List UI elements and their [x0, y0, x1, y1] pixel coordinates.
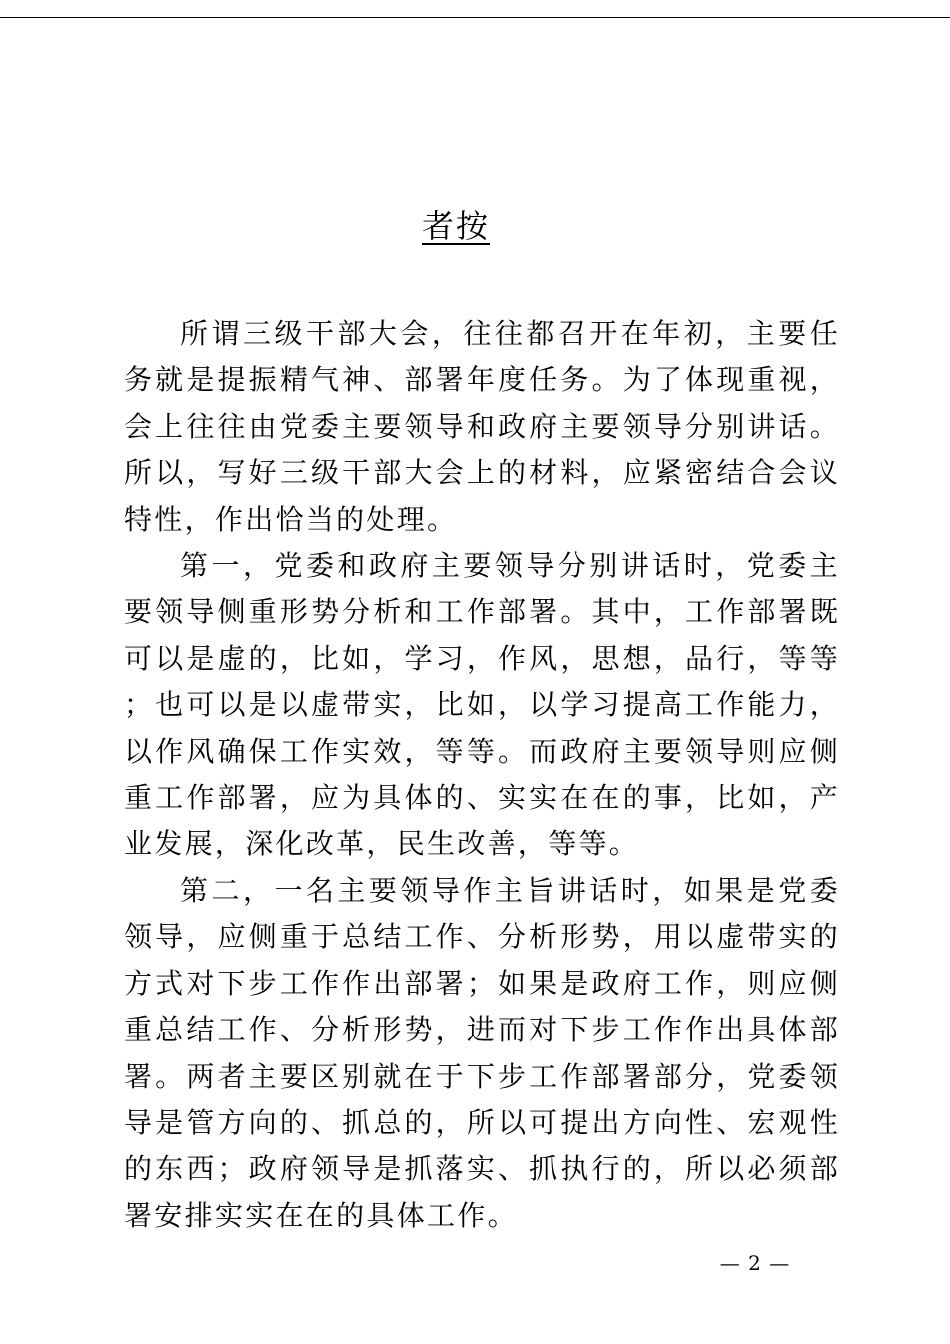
page-number: — 2 — — [719, 1251, 791, 1275]
paragraph-intro: 所谓三级干部大会，往往都召开在年初，主要任务就是提振精气神、部署年度任务。为了体现重视，会上往往由党委主要领导和政府主要领导分别讲话。所以，写好三级干部大会上的材料，应紧密结合会议特性，作出恰当的处理。 — [124, 317, 840, 536]
paragraph-second-point: 第二，一名主要领导作主旨讲话时，如果是党委领导，应侧重于总结工作、分析形势，用以虚带实的方式对下步工作作出部署；如果是政府工作，则应侧重总结工作、分析形势，进而对下步工作作出具体部署。两者主要区别就在于下步工作部署部分，党委领导是管方向的、抓总的，所以可提出方向性、宏观性的东西；政府领导是抓落实、抓执行的，所以必须部署安排实实在在的具体工作。 — [124, 873, 840, 1232]
document-title — [0, 204, 912, 248]
document-title-text: 者按 — [421, 207, 490, 245]
document-body — [124, 311, 840, 1239]
paragraph-first-point: 第一，党委和政府主要领导分别讲话时，党委主要领导侧重形势分析和工作部署。其中，工作部署既可以是虚的，比如，学习，作风，思想，品行，等等；也可以是以虚带实，比如，以学习提高工作能力，以作风确保工作实效，等等。而政府主要领导则应侧重工作部署，应为具体的、实实在在的事，比如，产业发展，深化改革，民生改善，等等。 — [124, 549, 840, 861]
top-rule-divider — [0, 17, 950, 18]
